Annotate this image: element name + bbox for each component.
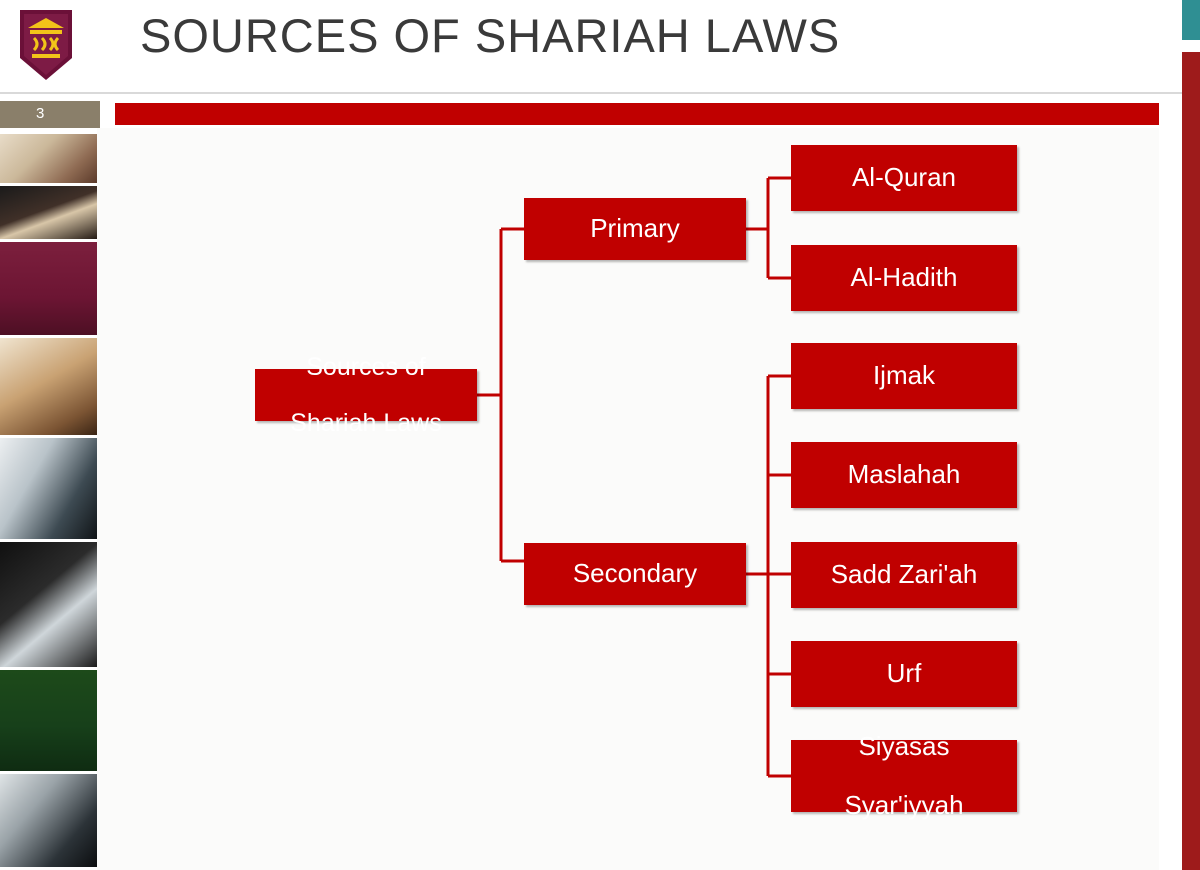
node-maslahah-label-line: Maslahah [847,459,961,490]
slide-thumbnail-strip[interactable] [0,134,97,870]
shariah-sources-tree-diagram [97,128,1159,870]
node-al-hadith [791,245,1017,311]
thumbnail-1[interactable] [0,134,97,186]
accent-bar [115,103,1159,125]
node-root [255,353,477,437]
right-edge-accent [1182,0,1200,870]
page-number-tab [0,101,100,128]
right-edge-teal-accent [1182,0,1200,40]
node-primary [524,198,746,260]
node-siyasas [791,731,1017,820]
thumbnail-8[interactable] [0,774,97,870]
thumbnail-6[interactable] [0,542,97,670]
thumbnail-7[interactable] [0,670,97,774]
thumbnail-3[interactable] [0,242,97,338]
right-edge-gap [1182,40,1200,52]
node-secondary [524,543,746,605]
node-al-quran [791,145,1017,211]
node-urf [791,641,1017,707]
thumbnail-5[interactable] [0,438,97,542]
thumbnail-4[interactable] [0,338,97,438]
node-sadd-zariah [791,542,1017,608]
node-al-hadith-label-line: Al-Hadith [850,262,958,293]
page-title: SOURCES OF SHARIAH LAWS [140,9,841,62]
node-siyasas-label-line: Siyasas [858,731,950,762]
slide-header [0,0,1182,92]
node-siyasas-label-line: Syar'iyyah [844,789,964,820]
node-primary-label-line: Primary [590,213,680,244]
university-crest-icon [14,6,78,84]
node-ijmak-label-line: Ijmak [872,360,936,391]
node-root-label-line: Sources of [306,353,426,381]
page-number: 3 [36,105,45,122]
node-urf-label-line: Urf [886,658,922,689]
node-ijmak [791,343,1017,409]
node-al-quran-label-line: Al-Quran [851,162,957,193]
node-root-label-line: Shariah Laws [290,409,442,437]
node-secondary-label-line: Secondary [572,558,698,589]
header-divider [0,92,1182,94]
node-maslahah [791,442,1017,508]
thumbnail-2[interactable] [0,186,97,242]
node-sadd-zariah-label-line: Sadd Zari'ah [830,559,978,590]
